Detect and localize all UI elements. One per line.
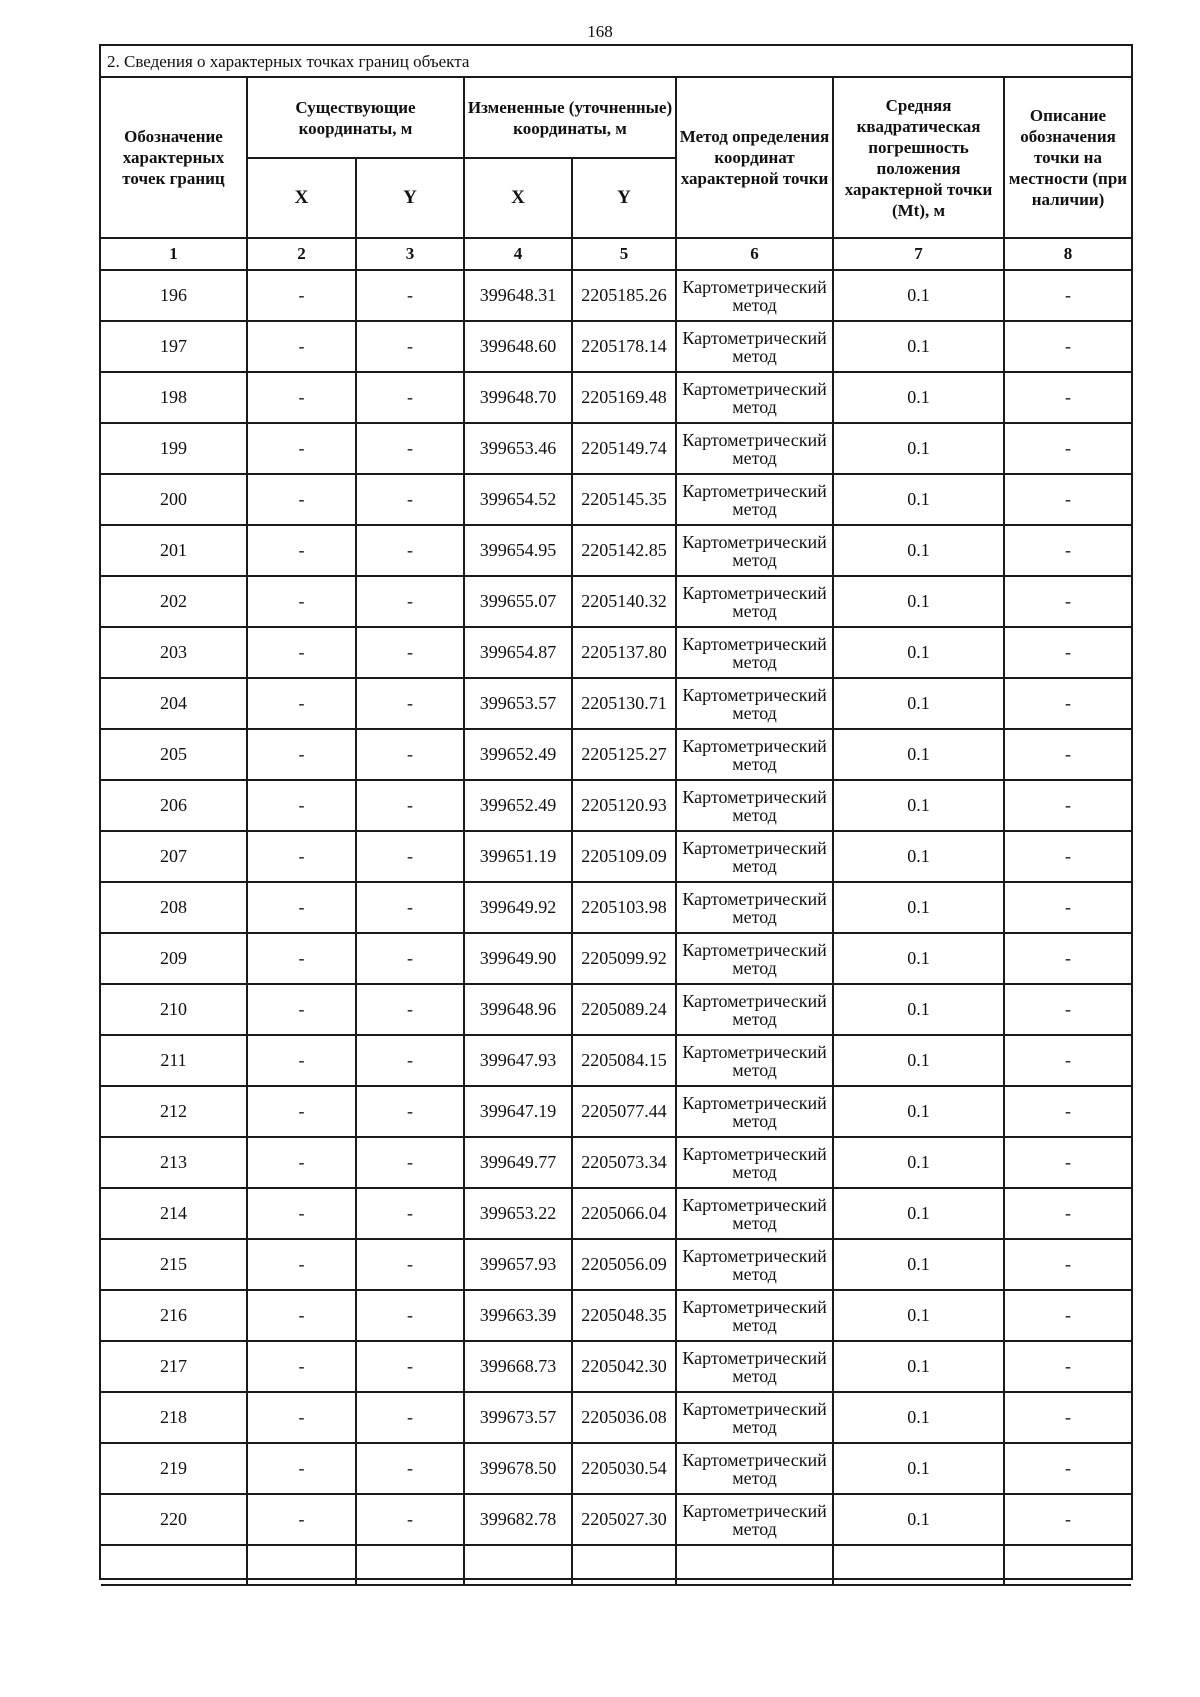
description-cell: - bbox=[1004, 933, 1131, 984]
table-row bbox=[101, 423, 1131, 474]
changed-y-cell: 2205099.92 bbox=[572, 933, 676, 984]
table-row bbox=[101, 1290, 1131, 1341]
existing-y-cell: - bbox=[356, 831, 464, 882]
table-row bbox=[101, 1341, 1131, 1392]
existing-y-cell: - bbox=[356, 882, 464, 933]
method-cell: Картометрический метод bbox=[676, 882, 833, 933]
changed-y-cell: 2205130.71 bbox=[572, 678, 676, 729]
point-number-cell: 219 bbox=[101, 1443, 247, 1494]
changed-y-cell: 2205169.48 bbox=[572, 372, 676, 423]
column-number: 5 bbox=[572, 238, 676, 270]
existing-y-cell: - bbox=[356, 1035, 464, 1086]
existing-y-cell: - bbox=[356, 474, 464, 525]
changed-x-cell: 399648.70 bbox=[464, 372, 572, 423]
changed-y-cell: 2205145.35 bbox=[572, 474, 676, 525]
error-cell: 0.1 bbox=[833, 882, 1004, 933]
existing-y-cell: - bbox=[356, 1239, 464, 1290]
existing-y-cell: - bbox=[356, 525, 464, 576]
existing-y-cell: - bbox=[356, 984, 464, 1035]
error-cell: 0.1 bbox=[833, 474, 1004, 525]
changed-x-cell: 399668.73 bbox=[464, 1341, 572, 1392]
empty-cell bbox=[101, 1545, 247, 1585]
changed-x-cell: 399653.46 bbox=[464, 423, 572, 474]
changed-y-cell: 2205103.98 bbox=[572, 882, 676, 933]
changed-x-cell: 399657.93 bbox=[464, 1239, 572, 1290]
error-cell: 0.1 bbox=[833, 729, 1004, 780]
table-row bbox=[101, 780, 1131, 831]
point-number-cell: 216 bbox=[101, 1290, 247, 1341]
existing-x-cell: - bbox=[247, 525, 356, 576]
changed-x-cell: 399649.77 bbox=[464, 1137, 572, 1188]
existing-x-cell: - bbox=[247, 321, 356, 372]
empty-row bbox=[101, 1545, 1131, 1585]
error-cell: 0.1 bbox=[833, 1239, 1004, 1290]
empty-cell bbox=[1004, 1545, 1131, 1585]
description-cell: - bbox=[1004, 474, 1131, 525]
table-row bbox=[101, 372, 1131, 423]
description-cell: - bbox=[1004, 270, 1131, 321]
error-cell: 0.1 bbox=[833, 1392, 1004, 1443]
changed-x-cell: 399651.19 bbox=[464, 831, 572, 882]
description-cell: - bbox=[1004, 1137, 1131, 1188]
page-number: 168 bbox=[587, 22, 613, 41]
changed-y-cell: 2205056.09 bbox=[572, 1239, 676, 1290]
existing-y-cell: - bbox=[356, 1086, 464, 1137]
point-number-cell: 208 bbox=[101, 882, 247, 933]
error-cell: 0.1 bbox=[833, 321, 1004, 372]
method-cell: Картометрический метод bbox=[676, 729, 833, 780]
changed-y-cell: 2205084.15 bbox=[572, 1035, 676, 1086]
error-cell: 0.1 bbox=[833, 933, 1004, 984]
method-cell: Картометрический метод bbox=[676, 474, 833, 525]
table-row bbox=[101, 1494, 1131, 1545]
changed-x-cell: 399654.52 bbox=[464, 474, 572, 525]
changed-y-cell: 2205077.44 bbox=[572, 1086, 676, 1137]
method-cell: Картометрический метод bbox=[676, 576, 833, 627]
table-row bbox=[101, 831, 1131, 882]
existing-y-cell: - bbox=[356, 576, 464, 627]
error-cell: 0.1 bbox=[833, 678, 1004, 729]
method-cell: Картометрический метод bbox=[676, 984, 833, 1035]
point-number-cell: 207 bbox=[101, 831, 247, 882]
column-number: 6 bbox=[676, 238, 833, 270]
existing-y-cell: - bbox=[356, 1341, 464, 1392]
header-changed-coordinates: Измененные (уточненные) координаты, м bbox=[464, 78, 676, 158]
method-cell: Картометрический метод bbox=[676, 780, 833, 831]
error-cell: 0.1 bbox=[833, 1188, 1004, 1239]
column-number: 7 bbox=[833, 238, 1004, 270]
existing-y-cell: - bbox=[356, 627, 464, 678]
table-row bbox=[101, 321, 1131, 372]
changed-x-cell: 399649.90 bbox=[464, 933, 572, 984]
changed-x-cell: 399653.22 bbox=[464, 1188, 572, 1239]
existing-x-cell: - bbox=[247, 1086, 356, 1137]
description-cell: - bbox=[1004, 576, 1131, 627]
existing-x-cell: - bbox=[247, 1392, 356, 1443]
error-cell: 0.1 bbox=[833, 576, 1004, 627]
point-number-cell: 201 bbox=[101, 525, 247, 576]
table-row bbox=[101, 576, 1131, 627]
changed-y-cell: 2205149.74 bbox=[572, 423, 676, 474]
point-number-cell: 210 bbox=[101, 984, 247, 1035]
existing-y-cell: - bbox=[356, 678, 464, 729]
method-cell: Картометрический метод bbox=[676, 1137, 833, 1188]
table-row bbox=[101, 729, 1131, 780]
method-cell: Картометрический метод bbox=[676, 423, 833, 474]
existing-y-cell: - bbox=[356, 1188, 464, 1239]
table-row bbox=[101, 1392, 1131, 1443]
changed-x-cell: 399652.49 bbox=[464, 780, 572, 831]
error-cell: 0.1 bbox=[833, 831, 1004, 882]
point-number-cell: 203 bbox=[101, 627, 247, 678]
column-number: 1 bbox=[101, 238, 247, 270]
header-method: Метод определения координат характерной точки bbox=[676, 78, 833, 238]
changed-x-cell: 399682.78 bbox=[464, 1494, 572, 1545]
description-cell: - bbox=[1004, 780, 1131, 831]
empty-cell bbox=[356, 1545, 464, 1585]
header-point-designation: Обозначение характерных точек границ bbox=[101, 78, 247, 238]
method-cell: Картометрический метод bbox=[676, 525, 833, 576]
existing-x-cell: - bbox=[247, 780, 356, 831]
changed-x-cell: 399653.57 bbox=[464, 678, 572, 729]
column-number: 3 bbox=[356, 238, 464, 270]
point-number-cell: 209 bbox=[101, 933, 247, 984]
description-cell: - bbox=[1004, 1341, 1131, 1392]
existing-x-cell: - bbox=[247, 831, 356, 882]
changed-x-cell: 399678.50 bbox=[464, 1443, 572, 1494]
empty-cell bbox=[464, 1545, 572, 1585]
changed-x-cell: 399648.60 bbox=[464, 321, 572, 372]
description-cell: - bbox=[1004, 321, 1131, 372]
boundary-points-sheet bbox=[99, 44, 1133, 1580]
point-number-cell: 214 bbox=[101, 1188, 247, 1239]
changed-y-cell: 2205089.24 bbox=[572, 984, 676, 1035]
boundary-points-table bbox=[101, 78, 1131, 1586]
table-row bbox=[101, 1035, 1131, 1086]
changed-x-cell: 399647.19 bbox=[464, 1086, 572, 1137]
changed-x-cell: 399663.39 bbox=[464, 1290, 572, 1341]
description-cell: - bbox=[1004, 1392, 1131, 1443]
point-number-cell: 205 bbox=[101, 729, 247, 780]
method-cell: Картометрический метод bbox=[676, 1035, 833, 1086]
table-row bbox=[101, 1137, 1131, 1188]
changed-y-cell: 2205066.04 bbox=[572, 1188, 676, 1239]
existing-y-cell: - bbox=[356, 1137, 464, 1188]
table-row bbox=[101, 270, 1131, 321]
description-cell: - bbox=[1004, 984, 1131, 1035]
existing-x-cell: - bbox=[247, 1290, 356, 1341]
header-existing-x: X bbox=[247, 158, 356, 238]
table-row bbox=[101, 882, 1131, 933]
header-point-description: Описание обозначения точки на местности (при наличии) bbox=[1004, 78, 1131, 238]
method-cell: Картометрический метод bbox=[676, 1443, 833, 1494]
description-cell: - bbox=[1004, 1290, 1131, 1341]
method-cell: Картометрический метод bbox=[676, 1086, 833, 1137]
changed-y-cell: 2205036.08 bbox=[572, 1392, 676, 1443]
table-row bbox=[101, 1188, 1131, 1239]
existing-x-cell: - bbox=[247, 1443, 356, 1494]
changed-x-cell: 399647.93 bbox=[464, 1035, 572, 1086]
existing-x-cell: - bbox=[247, 1239, 356, 1290]
method-cell: Картометрический метод bbox=[676, 831, 833, 882]
table-row bbox=[101, 678, 1131, 729]
description-cell: - bbox=[1004, 423, 1131, 474]
description-cell: - bbox=[1004, 831, 1131, 882]
method-cell: Картометрический метод bbox=[676, 270, 833, 321]
table-row bbox=[101, 1443, 1131, 1494]
method-cell: Картометрический метод bbox=[676, 1239, 833, 1290]
point-number-cell: 196 bbox=[101, 270, 247, 321]
changed-x-cell: 399652.49 bbox=[464, 729, 572, 780]
changed-y-cell: 2205042.30 bbox=[572, 1341, 676, 1392]
header-mean-square-error: Средняя квадратическая погрешность положения характерной точки (Mt), м bbox=[833, 78, 1004, 238]
error-cell: 0.1 bbox=[833, 1086, 1004, 1137]
existing-y-cell: - bbox=[356, 270, 464, 321]
method-cell: Картометрический метод bbox=[676, 933, 833, 984]
existing-x-cell: - bbox=[247, 270, 356, 321]
description-cell: - bbox=[1004, 882, 1131, 933]
changed-x-cell: 399648.96 bbox=[464, 984, 572, 1035]
changed-y-cell: 2205073.34 bbox=[572, 1137, 676, 1188]
point-number-cell: 198 bbox=[101, 372, 247, 423]
method-cell: Картометрический метод bbox=[676, 1188, 833, 1239]
existing-y-cell: - bbox=[356, 933, 464, 984]
error-cell: 0.1 bbox=[833, 525, 1004, 576]
description-cell: - bbox=[1004, 1188, 1131, 1239]
existing-x-cell: - bbox=[247, 933, 356, 984]
existing-x-cell: - bbox=[247, 1341, 356, 1392]
changed-y-cell: 2205048.35 bbox=[572, 1290, 676, 1341]
point-number-cell: 220 bbox=[101, 1494, 247, 1545]
error-cell: 0.1 bbox=[833, 1035, 1004, 1086]
existing-x-cell: - bbox=[247, 1137, 356, 1188]
point-number-cell: 217 bbox=[101, 1341, 247, 1392]
changed-x-cell: 399649.92 bbox=[464, 882, 572, 933]
changed-x-cell: 399654.95 bbox=[464, 525, 572, 576]
existing-x-cell: - bbox=[247, 882, 356, 933]
changed-y-cell: 2205140.32 bbox=[572, 576, 676, 627]
error-cell: 0.1 bbox=[833, 780, 1004, 831]
existing-x-cell: - bbox=[247, 984, 356, 1035]
error-cell: 0.1 bbox=[833, 1290, 1004, 1341]
header-changed-y: Y bbox=[572, 158, 676, 238]
existing-y-cell: - bbox=[356, 1494, 464, 1545]
description-cell: - bbox=[1004, 627, 1131, 678]
empty-cell bbox=[572, 1545, 676, 1585]
existing-x-cell: - bbox=[247, 678, 356, 729]
point-number-cell: 197 bbox=[101, 321, 247, 372]
description-cell: - bbox=[1004, 729, 1131, 780]
error-cell: 0.1 bbox=[833, 270, 1004, 321]
existing-x-cell: - bbox=[247, 423, 356, 474]
method-cell: Картометрический метод bbox=[676, 1494, 833, 1545]
existing-x-cell: - bbox=[247, 1035, 356, 1086]
existing-x-cell: - bbox=[247, 627, 356, 678]
existing-y-cell: - bbox=[356, 1443, 464, 1494]
existing-x-cell: - bbox=[247, 729, 356, 780]
column-number: 2 bbox=[247, 238, 356, 270]
changed-y-cell: 2205120.93 bbox=[572, 780, 676, 831]
description-cell: - bbox=[1004, 678, 1131, 729]
existing-x-cell: - bbox=[247, 1494, 356, 1545]
existing-x-cell: - bbox=[247, 1188, 356, 1239]
description-cell: - bbox=[1004, 1035, 1131, 1086]
error-cell: 0.1 bbox=[833, 1137, 1004, 1188]
header-existing-coordinates: Существующие координаты, м bbox=[247, 78, 464, 158]
table-row bbox=[101, 1086, 1131, 1137]
point-number-cell: 206 bbox=[101, 780, 247, 831]
method-cell: Картометрический метод bbox=[676, 321, 833, 372]
table-row bbox=[101, 474, 1131, 525]
point-number-cell: 200 bbox=[101, 474, 247, 525]
existing-x-cell: - bbox=[247, 474, 356, 525]
changed-y-cell: 2205125.27 bbox=[572, 729, 676, 780]
point-number-cell: 202 bbox=[101, 576, 247, 627]
error-cell: 0.1 bbox=[833, 372, 1004, 423]
error-cell: 0.1 bbox=[833, 1443, 1004, 1494]
description-cell: - bbox=[1004, 372, 1131, 423]
description-cell: - bbox=[1004, 1086, 1131, 1137]
method-cell: Картометрический метод bbox=[676, 1341, 833, 1392]
existing-x-cell: - bbox=[247, 372, 356, 423]
point-number-cell: 218 bbox=[101, 1392, 247, 1443]
point-number-cell: 204 bbox=[101, 678, 247, 729]
changed-y-cell: 2205109.09 bbox=[572, 831, 676, 882]
existing-x-cell: - bbox=[247, 576, 356, 627]
points-body bbox=[101, 270, 1131, 1585]
existing-y-cell: - bbox=[356, 780, 464, 831]
error-cell: 0.1 bbox=[833, 1341, 1004, 1392]
method-cell: Картометрический метод bbox=[676, 627, 833, 678]
table-row bbox=[101, 525, 1131, 576]
point-number-cell: 199 bbox=[101, 423, 247, 474]
table-row bbox=[101, 933, 1131, 984]
column-number: 4 bbox=[464, 238, 572, 270]
description-cell: - bbox=[1004, 1443, 1131, 1494]
existing-y-cell: - bbox=[356, 423, 464, 474]
changed-y-cell: 2205142.85 bbox=[572, 525, 676, 576]
point-number-cell: 213 bbox=[101, 1137, 247, 1188]
error-cell: 0.1 bbox=[833, 984, 1004, 1035]
changed-y-cell: 2205185.26 bbox=[572, 270, 676, 321]
method-cell: Картометрический метод bbox=[676, 678, 833, 729]
existing-y-cell: - bbox=[356, 1290, 464, 1341]
point-number-cell: 212 bbox=[101, 1086, 247, 1137]
section-title: 2. Сведения о характерных точках границ объекта bbox=[101, 46, 1131, 78]
header-existing-y: Y bbox=[356, 158, 464, 238]
column-number-row bbox=[101, 238, 1131, 270]
error-cell: 0.1 bbox=[833, 627, 1004, 678]
changed-y-cell: 2205030.54 bbox=[572, 1443, 676, 1494]
description-cell: - bbox=[1004, 1494, 1131, 1545]
changed-x-cell: 399648.31 bbox=[464, 270, 572, 321]
changed-y-cell: 2205027.30 bbox=[572, 1494, 676, 1545]
table-row bbox=[101, 1239, 1131, 1290]
description-cell: - bbox=[1004, 1239, 1131, 1290]
existing-y-cell: - bbox=[356, 321, 464, 372]
point-number-cell: 215 bbox=[101, 1239, 247, 1290]
changed-x-cell: 399673.57 bbox=[464, 1392, 572, 1443]
empty-cell bbox=[833, 1545, 1004, 1585]
method-cell: Картометрический метод bbox=[676, 1290, 833, 1341]
header-changed-x: X bbox=[464, 158, 572, 238]
table-row bbox=[101, 984, 1131, 1035]
error-cell: 0.1 bbox=[833, 1494, 1004, 1545]
changed-x-cell: 399654.87 bbox=[464, 627, 572, 678]
column-number: 8 bbox=[1004, 238, 1131, 270]
method-cell: Картометрический метод bbox=[676, 1392, 833, 1443]
point-number-cell: 211 bbox=[101, 1035, 247, 1086]
existing-y-cell: - bbox=[356, 1392, 464, 1443]
empty-cell bbox=[676, 1545, 833, 1585]
existing-y-cell: - bbox=[356, 729, 464, 780]
table-row bbox=[101, 627, 1131, 678]
changed-y-cell: 2205137.80 bbox=[572, 627, 676, 678]
error-cell: 0.1 bbox=[833, 423, 1004, 474]
description-cell: - bbox=[1004, 525, 1131, 576]
empty-cell bbox=[247, 1545, 356, 1585]
existing-y-cell: - bbox=[356, 372, 464, 423]
changed-y-cell: 2205178.14 bbox=[572, 321, 676, 372]
changed-x-cell: 399655.07 bbox=[464, 576, 572, 627]
method-cell: Картометрический метод bbox=[676, 372, 833, 423]
